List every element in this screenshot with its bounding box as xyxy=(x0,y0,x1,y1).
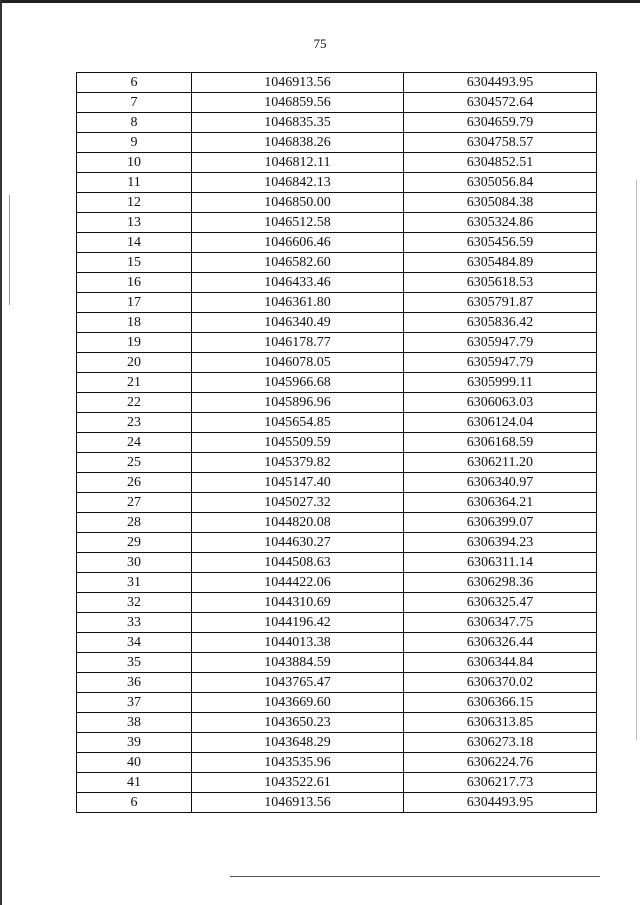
x-coordinate-cell: 1046433.46 xyxy=(192,273,404,293)
x-coordinate-cell: 1046512.58 xyxy=(192,213,404,233)
x-coordinate-cell: 1046913.56 xyxy=(192,73,404,93)
table-row xyxy=(77,773,597,793)
x-coordinate-cell: 1046842.13 xyxy=(192,173,404,193)
point-number-cell: 6 xyxy=(77,73,192,93)
y-coordinate-cell: 6306311.14 xyxy=(404,553,597,573)
y-coordinate-cell: 6306326.44 xyxy=(404,633,597,653)
table-row xyxy=(77,393,597,413)
table-row xyxy=(77,593,597,613)
scan-bottom-edge xyxy=(230,876,600,877)
y-coordinate-cell: 6306394.23 xyxy=(404,533,597,553)
y-coordinate-cell: 6306364.21 xyxy=(404,493,597,513)
table-row xyxy=(77,633,597,653)
scan-left-mark xyxy=(9,195,10,305)
x-coordinate-cell: 1046835.35 xyxy=(192,113,404,133)
point-number-cell: 15 xyxy=(77,253,192,273)
x-coordinate-cell: 1045379.82 xyxy=(192,453,404,473)
x-coordinate-cell: 1046850.00 xyxy=(192,193,404,213)
point-number-cell: 11 xyxy=(77,173,192,193)
table-row xyxy=(77,673,597,693)
y-coordinate-cell: 6305947.79 xyxy=(404,333,597,353)
table-row xyxy=(77,533,597,553)
x-coordinate-cell: 1045896.96 xyxy=(192,393,404,413)
table-row xyxy=(77,233,597,253)
y-coordinate-cell: 6306063.03 xyxy=(404,393,597,413)
table-row xyxy=(77,293,597,313)
x-coordinate-cell: 1045147.40 xyxy=(192,473,404,493)
table-row xyxy=(77,273,597,293)
point-number-cell: 38 xyxy=(77,713,192,733)
x-coordinate-cell: 1044310.69 xyxy=(192,593,404,613)
y-coordinate-cell: 6305791.87 xyxy=(404,293,597,313)
y-coordinate-cell: 6304852.51 xyxy=(404,153,597,173)
table-row xyxy=(77,753,597,773)
table-row xyxy=(77,113,597,133)
y-coordinate-cell: 6304493.95 xyxy=(404,73,597,93)
point-number-cell: 17 xyxy=(77,293,192,313)
y-coordinate-cell: 6306347.75 xyxy=(404,613,597,633)
x-coordinate-cell: 1045966.68 xyxy=(192,373,404,393)
point-number-cell: 33 xyxy=(77,613,192,633)
x-coordinate-cell: 1043522.61 xyxy=(192,773,404,793)
point-number-cell: 13 xyxy=(77,213,192,233)
table-row xyxy=(77,613,597,633)
y-coordinate-cell: 6306325.47 xyxy=(404,593,597,613)
x-coordinate-cell: 1043884.59 xyxy=(192,653,404,673)
x-coordinate-cell: 1046582.60 xyxy=(192,253,404,273)
table-row xyxy=(77,133,597,153)
y-coordinate-cell: 6305456.59 xyxy=(404,233,597,253)
table-row xyxy=(77,453,597,473)
y-coordinate-cell: 6305484.89 xyxy=(404,253,597,273)
point-number-cell: 7 xyxy=(77,93,192,113)
table-row xyxy=(77,693,597,713)
y-coordinate-cell: 6305999.11 xyxy=(404,373,597,393)
y-coordinate-cell: 6306124.04 xyxy=(404,413,597,433)
point-number-cell: 34 xyxy=(77,633,192,653)
y-coordinate-cell: 6306344.84 xyxy=(404,653,597,673)
point-number-cell: 36 xyxy=(77,673,192,693)
scan-top-edge xyxy=(0,0,640,3)
point-number-cell: 32 xyxy=(77,593,192,613)
point-number-cell: 28 xyxy=(77,513,192,533)
y-coordinate-cell: 6304493.95 xyxy=(404,793,597,813)
y-coordinate-cell: 6306370.02 xyxy=(404,673,597,693)
point-number-cell: 16 xyxy=(77,273,192,293)
y-coordinate-cell: 6305947.79 xyxy=(404,353,597,373)
point-number-cell: 37 xyxy=(77,693,192,713)
coordinates-table-body xyxy=(77,73,597,813)
y-coordinate-cell: 6304659.79 xyxy=(404,113,597,133)
table-row xyxy=(77,173,597,193)
point-number-cell: 40 xyxy=(77,753,192,773)
page-number: 75 xyxy=(313,36,327,51)
point-number-cell: 24 xyxy=(77,433,192,453)
point-number-cell: 35 xyxy=(77,653,192,673)
y-coordinate-cell: 6306313.85 xyxy=(404,713,597,733)
x-coordinate-cell: 1045027.32 xyxy=(192,493,404,513)
x-coordinate-cell: 1046178.77 xyxy=(192,333,404,353)
x-coordinate-cell: 1046361.80 xyxy=(192,293,404,313)
y-coordinate-cell: 6306366.15 xyxy=(404,693,597,713)
point-number-cell: 9 xyxy=(77,133,192,153)
point-number-cell: 12 xyxy=(77,193,192,213)
point-number-cell: 10 xyxy=(77,153,192,173)
table-row xyxy=(77,733,597,753)
point-number-cell: 23 xyxy=(77,413,192,433)
x-coordinate-cell: 1044422.06 xyxy=(192,573,404,593)
point-number-cell: 21 xyxy=(77,373,192,393)
table-row xyxy=(77,413,597,433)
y-coordinate-cell: 6306217.73 xyxy=(404,773,597,793)
y-coordinate-cell: 6305084.38 xyxy=(404,193,597,213)
y-coordinate-cell: 6305836.42 xyxy=(404,313,597,333)
table-row xyxy=(77,433,597,453)
x-coordinate-cell: 1045509.59 xyxy=(192,433,404,453)
x-coordinate-cell: 1045654.85 xyxy=(192,413,404,433)
point-number-cell: 39 xyxy=(77,733,192,753)
table-row xyxy=(77,313,597,333)
x-coordinate-cell: 1044820.08 xyxy=(192,513,404,533)
point-number-cell: 29 xyxy=(77,533,192,553)
y-coordinate-cell: 6306211.20 xyxy=(404,453,597,473)
table-row xyxy=(77,253,597,273)
x-coordinate-cell: 1046606.46 xyxy=(192,233,404,253)
y-coordinate-cell: 6306273.18 xyxy=(404,733,597,753)
y-coordinate-cell: 6304572.64 xyxy=(404,93,597,113)
x-coordinate-cell: 1043648.29 xyxy=(192,733,404,753)
table-row xyxy=(77,213,597,233)
point-number-cell: 25 xyxy=(77,453,192,473)
y-coordinate-cell: 6306224.76 xyxy=(404,753,597,773)
table-row xyxy=(77,573,597,593)
table-row xyxy=(77,73,597,93)
scan-right-mark xyxy=(636,180,637,740)
table-row xyxy=(77,793,597,813)
x-coordinate-cell: 1043669.60 xyxy=(192,693,404,713)
point-number-cell: 22 xyxy=(77,393,192,413)
point-number-cell: 6 xyxy=(77,793,192,813)
x-coordinate-cell: 1046812.11 xyxy=(192,153,404,173)
scan-left-edge xyxy=(0,0,2,905)
y-coordinate-cell: 6305324.86 xyxy=(404,213,597,233)
table-row xyxy=(77,153,597,173)
x-coordinate-cell: 1046838.26 xyxy=(192,133,404,153)
x-coordinate-cell: 1043765.47 xyxy=(192,673,404,693)
table-row xyxy=(77,193,597,213)
point-number-cell: 31 xyxy=(77,573,192,593)
y-coordinate-cell: 6306298.36 xyxy=(404,573,597,593)
x-coordinate-cell: 1044630.27 xyxy=(192,533,404,553)
x-coordinate-cell: 1046859.56 xyxy=(192,93,404,113)
table-row xyxy=(77,513,597,533)
x-coordinate-cell: 1046078.05 xyxy=(192,353,404,373)
x-coordinate-cell: 1044013.38 xyxy=(192,633,404,653)
point-number-cell: 41 xyxy=(77,773,192,793)
x-coordinate-cell: 1044196.42 xyxy=(192,613,404,633)
table-row xyxy=(77,353,597,373)
table-row xyxy=(77,553,597,573)
x-coordinate-cell: 1043535.96 xyxy=(192,753,404,773)
table-row xyxy=(77,653,597,673)
x-coordinate-cell: 1043650.23 xyxy=(192,713,404,733)
table-row xyxy=(77,713,597,733)
coordinates-table xyxy=(76,72,597,813)
point-number-cell: 26 xyxy=(77,473,192,493)
y-coordinate-cell: 6306399.07 xyxy=(404,513,597,533)
table-row xyxy=(77,473,597,493)
x-coordinate-cell: 1046340.49 xyxy=(192,313,404,333)
point-number-cell: 18 xyxy=(77,313,192,333)
point-number-cell: 30 xyxy=(77,553,192,573)
point-number-cell: 19 xyxy=(77,333,192,353)
y-coordinate-cell: 6305056.84 xyxy=(404,173,597,193)
table-row xyxy=(77,373,597,393)
y-coordinate-cell: 6306340.97 xyxy=(404,473,597,493)
x-coordinate-cell: 1044508.63 xyxy=(192,553,404,573)
table-row xyxy=(77,493,597,513)
table-row xyxy=(77,93,597,113)
x-coordinate-cell: 1046913.56 xyxy=(192,793,404,813)
y-coordinate-cell: 6305618.53 xyxy=(404,273,597,293)
point-number-cell: 20 xyxy=(77,353,192,373)
y-coordinate-cell: 6304758.57 xyxy=(404,133,597,153)
point-number-cell: 27 xyxy=(77,493,192,513)
point-number-cell: 8 xyxy=(77,113,192,133)
y-coordinate-cell: 6306168.59 xyxy=(404,433,597,453)
point-number-cell: 14 xyxy=(77,233,192,253)
table-row xyxy=(77,333,597,353)
